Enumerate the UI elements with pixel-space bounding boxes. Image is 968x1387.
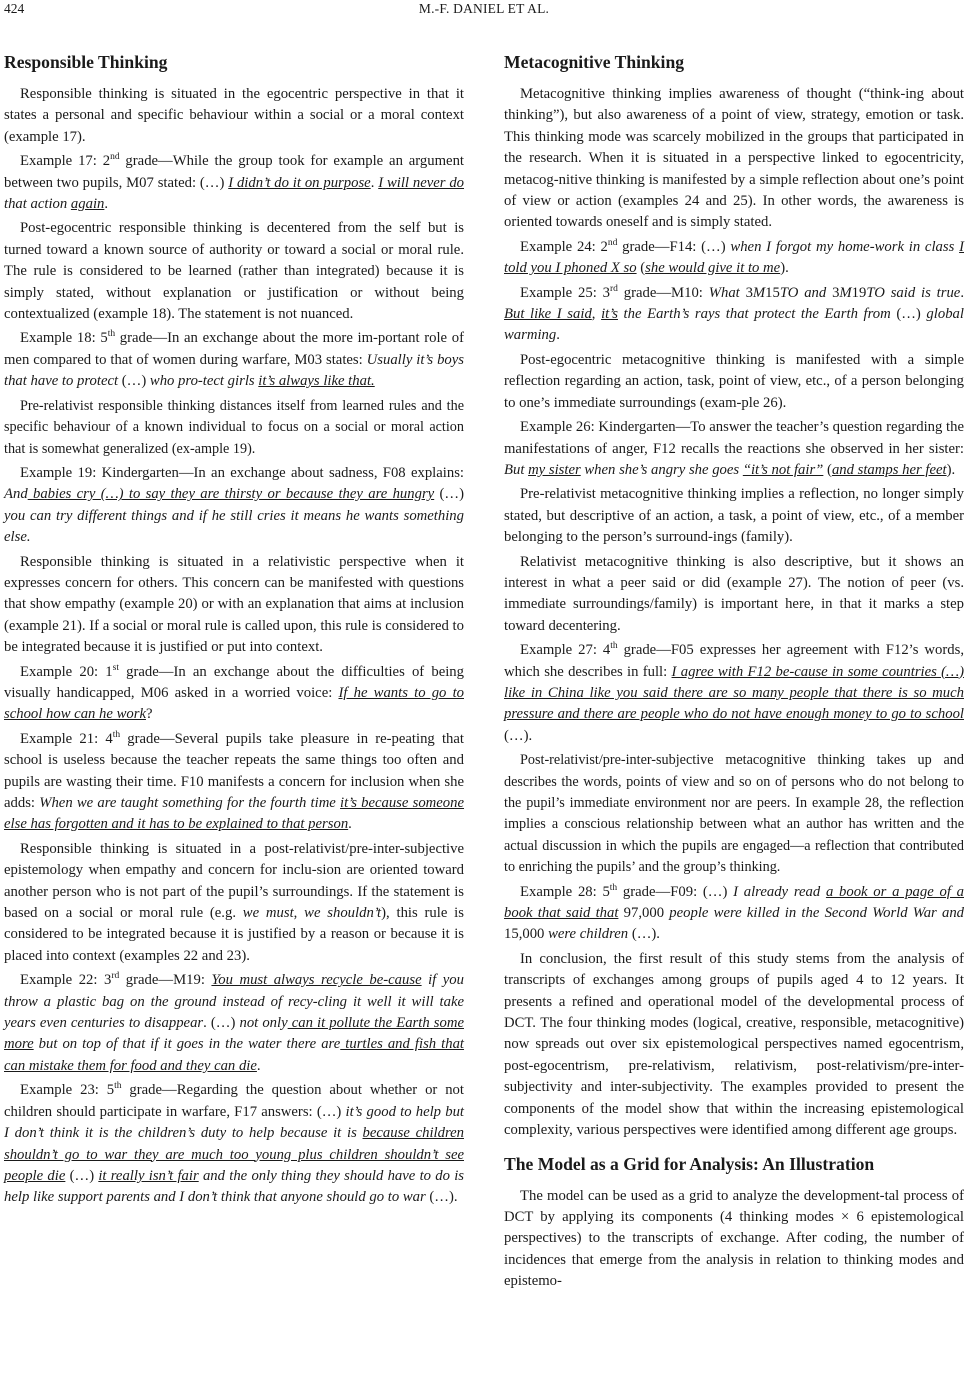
paragraph: Post-egocentric metacognitive thinking is manifested with a simple reflection regarding an action, task, point of view, etc., of a person belonging to one’s immediate surroundings (exam-ple 26). [504, 351, 964, 411]
page-number: 424 [4, 1, 25, 16]
example-17: Example 17: 2nd grade—While the group took for example an argument between two pupils, M07 stated: (…) I didn’t do it on purpose. I will never do that action again. [4, 152, 465, 213]
paragraph: Pre-relativist metacognitive thinking implies a reflection, no longer simply stated, but descriptive of an action, a task, a point of view, etc., of a member belonging to the person’s surround-ings (family). [504, 486, 964, 546]
section-heading-responsible-thinking: Responsible Thinking [4, 52, 168, 72]
example-26: Example 26: Kindergarten—To answer the teacher’s question regarding the manifestations of anger, F12 recalls the reactions she observed in her sister: But my sister when she’s angry she goes “it’s not fair” (and stamps her feet). [504, 419, 964, 478]
running-title: M.-F. DANIEL ET AL. [418, 1, 550, 16]
paragraph: Post-relativist/pre-inter-subjective metacognitive thinking takes up and describes the words, points of view and so on of persons who do not belong to the pupil’s immediate environment nor are peers. In example 28, the reflection implies a conscious relationship between what an author has written and the actual discussion in which the pupils are engaged—a reflection that contributed to enriching the pupils’ and the group’s thinking. [504, 752, 964, 876]
example-20: Example 20: 1st grade—In an exchange about the difficulties of being visually handicapped, M06 asked in a worried voice: If he wants to go to school how can he work? [4, 662, 464, 723]
example-25: Example 25: 3rd grade—M10: What 3M15TO and 3M19TO said is true. But like I said, it’s the Earth’s rays that protect the Earth from (…) global warming. [504, 283, 964, 344]
paragraph: The model can be used as a grid to analyze the development-tal process of DCT by applying its components (4 thinking modes × 6 epistemological perspectives) to the transcripts of exchange. After coding, the number of incidences that emerge from the analysis in relation to thinking modes and epistemo- [504, 1187, 964, 1290]
example-27: Example 27: 4th grade—F05 expresses her agreement with F12’s words, which she describes in full: I agree with F12 be-cause in some countries (…) like in China like you said there are so many people that there is so much pressure and there are people who do not have enough money to go to school (…). [504, 641, 964, 744]
example-23: Example 23: 5th grade—Regarding the question about whether or not children should participate in warfare, F17 answers: (…) it’s good to help but I don’t think it is the children’s duty to help because it is because children shouldn’t go to war they are much too young plus children shouldn’t see people die (…) it really isn’t fair and the only thing they should have to do is help like support parents and I don’t think that anyone should go to war (…). [4, 1081, 464, 1206]
section-heading-model-grid: The Model as a Grid for Analysis: An Illustration [504, 1153, 875, 1174]
example-28: Example 28: 5th grade—F09: (…) I already read a book or a page of a book that said that 97,000 people were killed in the Second World War and 15,000 were children (…). [504, 882, 965, 943]
right-column [504, 50, 964, 1296]
example-21: Example 21: 4th grade—Several pupils take pleasure in re-peating that school is useless because the teacher repeats the same things too often and pupils are wasting their time. F10 manifests a concern for inclusion when she adds: When we are taught something for the fourth time it’s because someone else has forgotten and it has to be explained to that person. [4, 729, 465, 833]
example-18: Example 18: 5th grade—In an exchange about the more im-portant role of men compared to that of women during warfare, M03 states: Usually it’s boys that have to protect (…) who pro-tect girls it’s always like that. [4, 329, 464, 390]
paragraph: Relativist metacognitive thinking is also descriptive, but it shows an interest in what a peer said or did (example 27). The notion of peer (vs. immediate surroundings/family) is important here, in that it marks a step toward decentering. [504, 553, 964, 634]
example-24: Example 24: 2nd grade—F14: (…) when I forgot my home-work in class I told you I phoned X so (she would give it to me). [504, 237, 964, 277]
example-19: Example 19: Kindergarten—In an exchange about sadness, F08 explains: And babies cry (…) to say they are thirsty or because they are hungry (…) you can try different things and if he still cries it means he wants something else. [4, 464, 464, 546]
paragraph: In conclusion, the first result of this study stems from the analysis of transcripts of exchanges among groups of pupils aged 4 to 12 years. It presents a refined and operational model of the developmental process of DCT. The four thinking modes (logical, creative, responsible, metacognitive) now spreads out over six epistemological perspectives named egocentrism, post-egocentrism, pre-relativism, relativism, post-relativism/pre-inter-subjectivity and inter-subjectivity. The examples provided to present the components of the model show that within the increasing epistemological complexity, various perspectives were identified among different age groups. [504, 950, 964, 1139]
page-header [0, 0, 968, 22]
paragraph: Responsible thinking is situated in the egocentric perspective in that it states a personal and specific behaviour within a social or a moral context (example 17). [4, 86, 464, 145]
paragraph: Post-egocentric responsible thinking is decentered from the self but is turned toward a known source of authority or toward a social or moral rule. The rule is considered to be learned (rather than integrated) because it is simply stated, without explanation or justification or without being contextualized (example 18). The statement is not nuanced. [4, 220, 464, 323]
paragraph: Responsible thinking is situated in a relativistic perspective when it expresses concern for others. This concern can be manifested with questions that show empathy (example 20) or with an explanation that aims at inclusion (example 21). If a social or moral rule is called upon, this rule is considered to be integrated because it is justified or put into context. [4, 553, 464, 656]
paragraph: Pre-relativist responsible thinking distances itself from learned rules and the specific behaviour of a known individual to focus on a social or moral action that is somewhat generalized (ex-ample 19). [4, 397, 464, 457]
example-22: Example 22: 3rd grade—M19: You must always recycle be-cause if you throw a plastic bag on the ground instead of recy-cling it well it will take years even centuries to disappear. (…) not only can it pollute the Earth some more but on top of that if it goes in the water there are turtles and fish that can mistake them for food and they can die. [4, 971, 465, 1074]
section-heading-metacognitive-thinking: Metacognitive Thinking [504, 52, 685, 72]
paragraph: Metacognitive thinking implies awareness of thought (“think-ing about thinking”), but also awareness of a point of view, strategy, emotion or task. This thinking mode was scarcely mobilized in the groups that participated in the research. When it is situated in a perspective linked to egocentricity, metacog-nitive thinking is manifested by a simple reflection about one’s point of view or action (examples 24 and 25). In other words, the awareness is oriented towards oneself and is simply stated. [504, 86, 964, 231]
paragraph: Responsible thinking is situated in a post-relativist/pre-inter-subjective epistemology when empathy and concern for inclu-sion are oriented toward another person who is not part of the pupil’s surroundings. If the statement is based on a social or moral rule (e.g. we must, we shouldn’t), this rule is considered to be integrated because it is justified by a reason or because it is placed into context (examples 22 and 23). [4, 840, 464, 964]
left-column [4, 50, 464, 1212]
